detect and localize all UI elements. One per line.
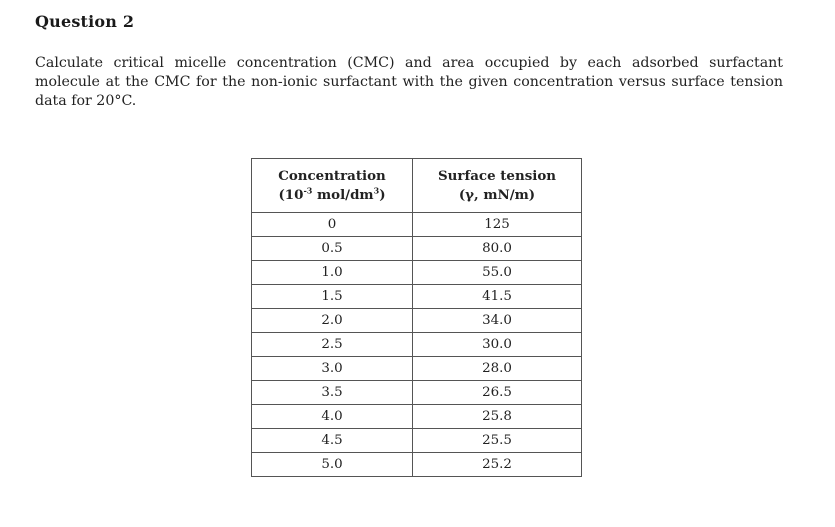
concentration-cell: 2.0 [252, 309, 413, 333]
surface-tension-cell: 26.5 [413, 381, 582, 405]
concentration-cell: 1.5 [252, 285, 413, 309]
data-table [251, 158, 582, 477]
concentration-cell: 3.0 [252, 357, 413, 381]
surface-tension-cell: 55.0 [413, 261, 582, 285]
header-surface-tension [413, 159, 582, 213]
table-row [252, 237, 582, 261]
concentration-cell: 5.0 [252, 453, 413, 477]
surface-tension-cell: 30.0 [413, 333, 582, 357]
concentration-cell: 0.5 [252, 237, 413, 261]
surface-tension-cell: 25.8 [413, 405, 582, 429]
table-row [252, 381, 582, 405]
surface-tension-cell: 41.5 [413, 285, 582, 309]
table-row [252, 405, 582, 429]
surface-tension-cell: 25.2 [413, 453, 582, 477]
surface-tension-cell: 28.0 [413, 357, 582, 381]
surface-tension-cell: 80.0 [413, 237, 582, 261]
surface-tension-cell: 25.5 [413, 429, 582, 453]
table-row [252, 213, 582, 237]
header-concentration-title: Concentration [278, 167, 386, 184]
table-row [252, 285, 582, 309]
header-surface-tension-title: Surface tension [438, 167, 556, 184]
table-header-row [252, 159, 582, 213]
surface-tension-cell: 125 [413, 213, 582, 237]
concentration-cell: 4.0 [252, 405, 413, 429]
header-surface-tension-unit: (γ, mN/m) [458, 186, 536, 203]
table-row [252, 357, 582, 381]
surface-tension-cell: 34.0 [413, 309, 582, 333]
table-row [252, 309, 582, 333]
table-row [252, 333, 582, 357]
concentration-cell: 1.0 [252, 261, 413, 285]
header-concentration-unit: ($10^{-3}$ mol/$dm^3$) [278, 185, 386, 203]
concentration-cell: 0 [252, 213, 413, 237]
concentration-cell: 3.5 [252, 381, 413, 405]
question-heading: Question 2 [35, 12, 135, 31]
table-body [252, 213, 582, 477]
table-row [252, 429, 582, 453]
table-row [252, 261, 582, 285]
header-concentration [252, 159, 413, 213]
question-text: Calculate critical micelle concentration (CMC) and area occupied by each adsorbed surfactant molecule at the CMC for the non-ionic surfactant with the given concentration versus surface tension data for 20°C. [35, 55, 783, 109]
concentration-cell: 2.5 [252, 333, 413, 357]
table-row [252, 453, 582, 477]
concentration-cell: 4.5 [252, 429, 413, 453]
